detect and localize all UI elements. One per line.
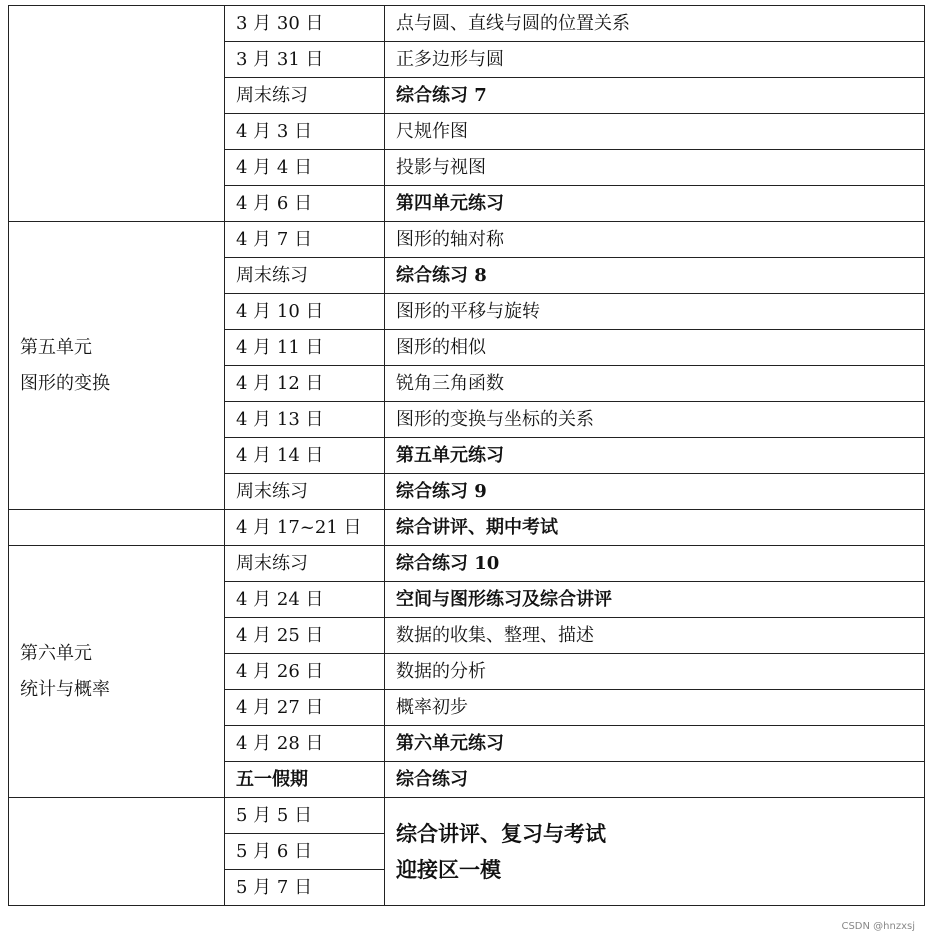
date-cell: 周末练习 (225, 474, 385, 510)
date-cell: 4 月 4 日 (225, 150, 385, 186)
unit6-title: 第六单元 (20, 642, 92, 664)
date-cell: 3 月 30 日 (225, 6, 385, 42)
table-row (9, 222, 925, 258)
date-cell: 5 月 6 日 (225, 834, 385, 870)
content-cell: 综合练习 8 (385, 258, 925, 294)
content-cell: 图形的变换与坐标的关系 (385, 402, 925, 438)
content-cell: 第五单元练习 (385, 438, 925, 474)
unit-cell-final (9, 798, 225, 906)
content-cell: 图形的平移与旋转 (385, 294, 925, 330)
unit-cell-prev (9, 6, 225, 222)
content-cell: 数据的分析 (385, 654, 925, 690)
date-cell: 4 月 6 日 (225, 186, 385, 222)
date-cell: 5 月 7 日 (225, 870, 385, 906)
content-cell: 空间与图形练习及综合讲评 (385, 582, 925, 618)
content-cell: 综合练习 (385, 762, 925, 798)
date-cell: 4 月 24 日 (225, 582, 385, 618)
date-cell: 4 月 3 日 (225, 114, 385, 150)
watermark: CSDN @hnzxsj (841, 921, 915, 932)
table-row (9, 6, 925, 42)
date-cell: 4 月 12 日 (225, 366, 385, 402)
unit6-subtitle: 统计与概率 (20, 678, 110, 700)
date-cell: 4 月 7 日 (225, 222, 385, 258)
content-cell: 第六单元练习 (385, 726, 925, 762)
unit5-subtitle: 图形的变换 (20, 372, 110, 394)
content-cell: 尺规作图 (385, 114, 925, 150)
date-cell: 五一假期 (225, 762, 385, 798)
content-cell: 图形的相似 (385, 330, 925, 366)
table-row (9, 510, 925, 546)
content-cell: 概率初步 (385, 690, 925, 726)
date-cell: 4 月 11 日 (225, 330, 385, 366)
content-cell: 第四单元练习 (385, 186, 925, 222)
content-cell: 投影与视图 (385, 150, 925, 186)
final-review-cell (385, 798, 925, 906)
date-cell: 4 月 10 日 (225, 294, 385, 330)
date-cell: 4 月 13 日 (225, 402, 385, 438)
date-cell: 4 月 17~21 日 (225, 510, 385, 546)
content-cell: 点与圆、直线与圆的位置关系 (385, 6, 925, 42)
table-row (9, 798, 925, 834)
content-cell: 综合练习 7 (385, 78, 925, 114)
date-cell: 4 月 25 日 (225, 618, 385, 654)
table-row (9, 546, 925, 582)
date-cell: 5 月 5 日 (225, 798, 385, 834)
date-cell: 4 月 28 日 (225, 726, 385, 762)
date-cell: 周末练习 (225, 78, 385, 114)
content-cell: 综合讲评、期中考试 (385, 510, 925, 546)
final-review-line2: 迎接区一模 (396, 856, 501, 882)
final-review-line1: 综合讲评、复习与考试 (396, 820, 606, 846)
date-cell: 4 月 14 日 (225, 438, 385, 474)
schedule-table (8, 5, 925, 906)
content-cell: 综合练习 9 (385, 474, 925, 510)
date-cell: 周末练习 (225, 546, 385, 582)
date-cell: 3 月 31 日 (225, 42, 385, 78)
content-cell: 正多边形与圆 (385, 42, 925, 78)
unit-cell-unit6 (9, 546, 225, 798)
date-cell: 4 月 27 日 (225, 690, 385, 726)
content-cell: 图形的轴对称 (385, 222, 925, 258)
date-cell: 4 月 26 日 (225, 654, 385, 690)
unit-cell-unit5 (9, 222, 225, 510)
unit-cell-midterm (9, 510, 225, 546)
content-cell: 综合练习 10 (385, 546, 925, 582)
unit5-title: 第五单元 (20, 336, 92, 358)
date-cell: 周末练习 (225, 258, 385, 294)
content-cell: 锐角三角函数 (385, 366, 925, 402)
content-cell: 数据的收集、整理、描述 (385, 618, 925, 654)
